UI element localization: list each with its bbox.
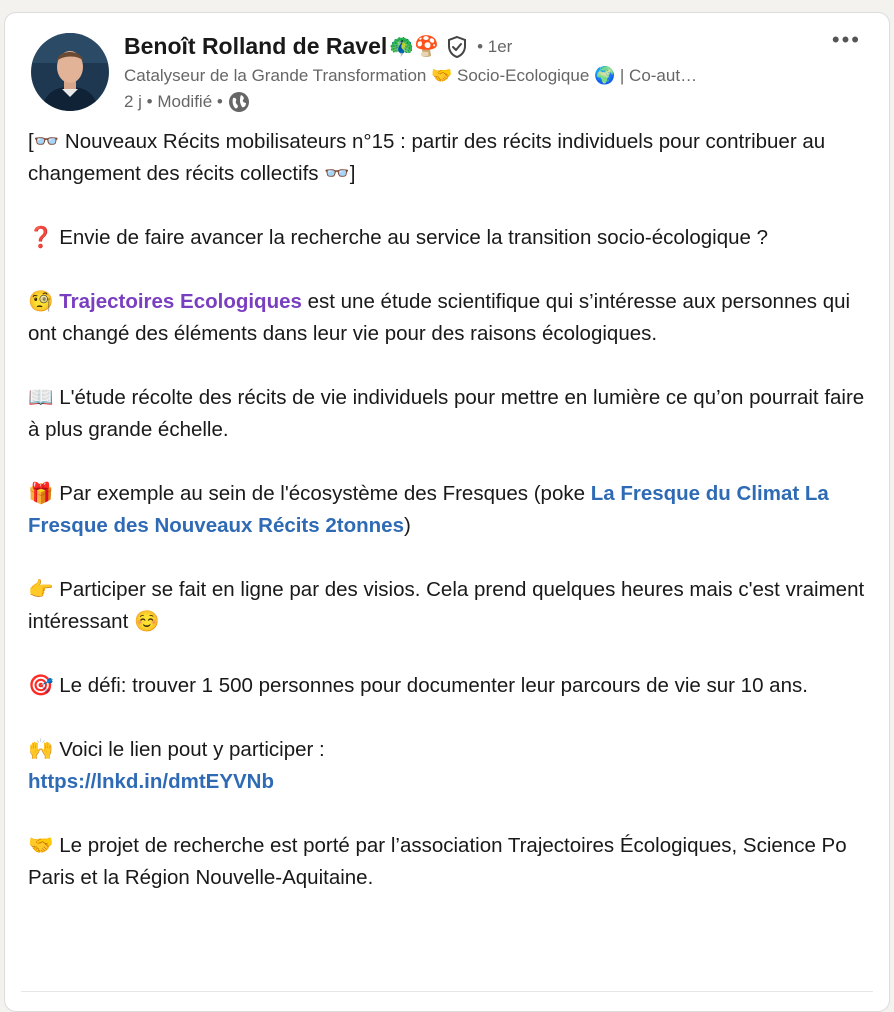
mention-2tonnes[interactable]: 2tonnes [325,514,404,537]
post-paragraph-recits: 📖 L'étude récolte des récits de vie individuels pour mettre en lumière ce qu’on pourrait faire à plus grande échelle. [28,386,865,441]
post-title-line: [👓 Nouveaux Récits mobilisateurs n°15 : partir des récits individuels pour contribuer au changement des récits collectifs 👓] [28,130,826,185]
mention-fresque-du-climat[interactable]: La Fresque du Climat [590,482,800,505]
mention-fresque-nouveaux-recits[interactable]: La Fresque des Nouveaux Récits [28,482,829,537]
connection-degree: • 1er [477,36,513,56]
paragraph-text: 🎁 Par exemple au sein de l'écosystème des Fresques (poke [28,482,591,505]
post-time: 2 j • Modifié • [124,92,223,111]
paragraph-text: ) [403,514,411,537]
post-paragraph-projet: 🤝 Le projet de recherche est porté par l’association Trajectoires Écologiques, Science Po Paris et la Région Nouvelle-Aquitaine. [28,834,847,889]
post-body [28,126,873,926]
post-question-line: ❓ Envie de faire avancer la recherche au service la transition socio-écologique ? [28,226,769,249]
author-headline: Catalyseur de la Grande Transformation 🤝 Socio-Ecologique 🌍 | Co-aut… [124,66,698,85]
author-name[interactable] [124,33,512,60]
author-emojis: 🦚🍄 [389,36,440,58]
mention-trajectoires-ecologiques[interactable]: Trajectoires Ecologiques [59,290,302,313]
post-paragraph-defi: 🎯 Le défi: trouver 1 500 personnes pour documenter leur parcours de vie sur 10 ans. [28,674,808,697]
verified-shield-icon [445,35,469,59]
emoji: 🧐 [28,290,60,313]
post-paragraph-study [28,286,873,350]
participation-link[interactable]: https://lnkd.in/dmtEYVNb [28,770,274,793]
post-card [4,12,890,1012]
more-options-icon[interactable]: ••• [831,27,861,52]
post-paragraph-lien [28,734,873,798]
avatar[interactable] [31,33,109,111]
globe-icon [228,91,250,113]
post-paragraph-participer: 👉 Participer se fait en ligne par des visios. Cela prend quelques heures mais c'est vraiment intéressant ☺️ [28,578,865,633]
paragraph-text: 🙌 Voici le lien pout y participer : [28,738,325,761]
paragraph-text: est une étude scientifique qui s’intéresse aux personnes qui ont changé des éléments dans leur vie pour des raisons écologiques. [28,290,851,345]
post-meta [124,91,250,113]
author-name-text[interactable]: Benoît Rolland de Ravel [124,33,388,59]
post-paragraph-fresques [28,478,873,542]
